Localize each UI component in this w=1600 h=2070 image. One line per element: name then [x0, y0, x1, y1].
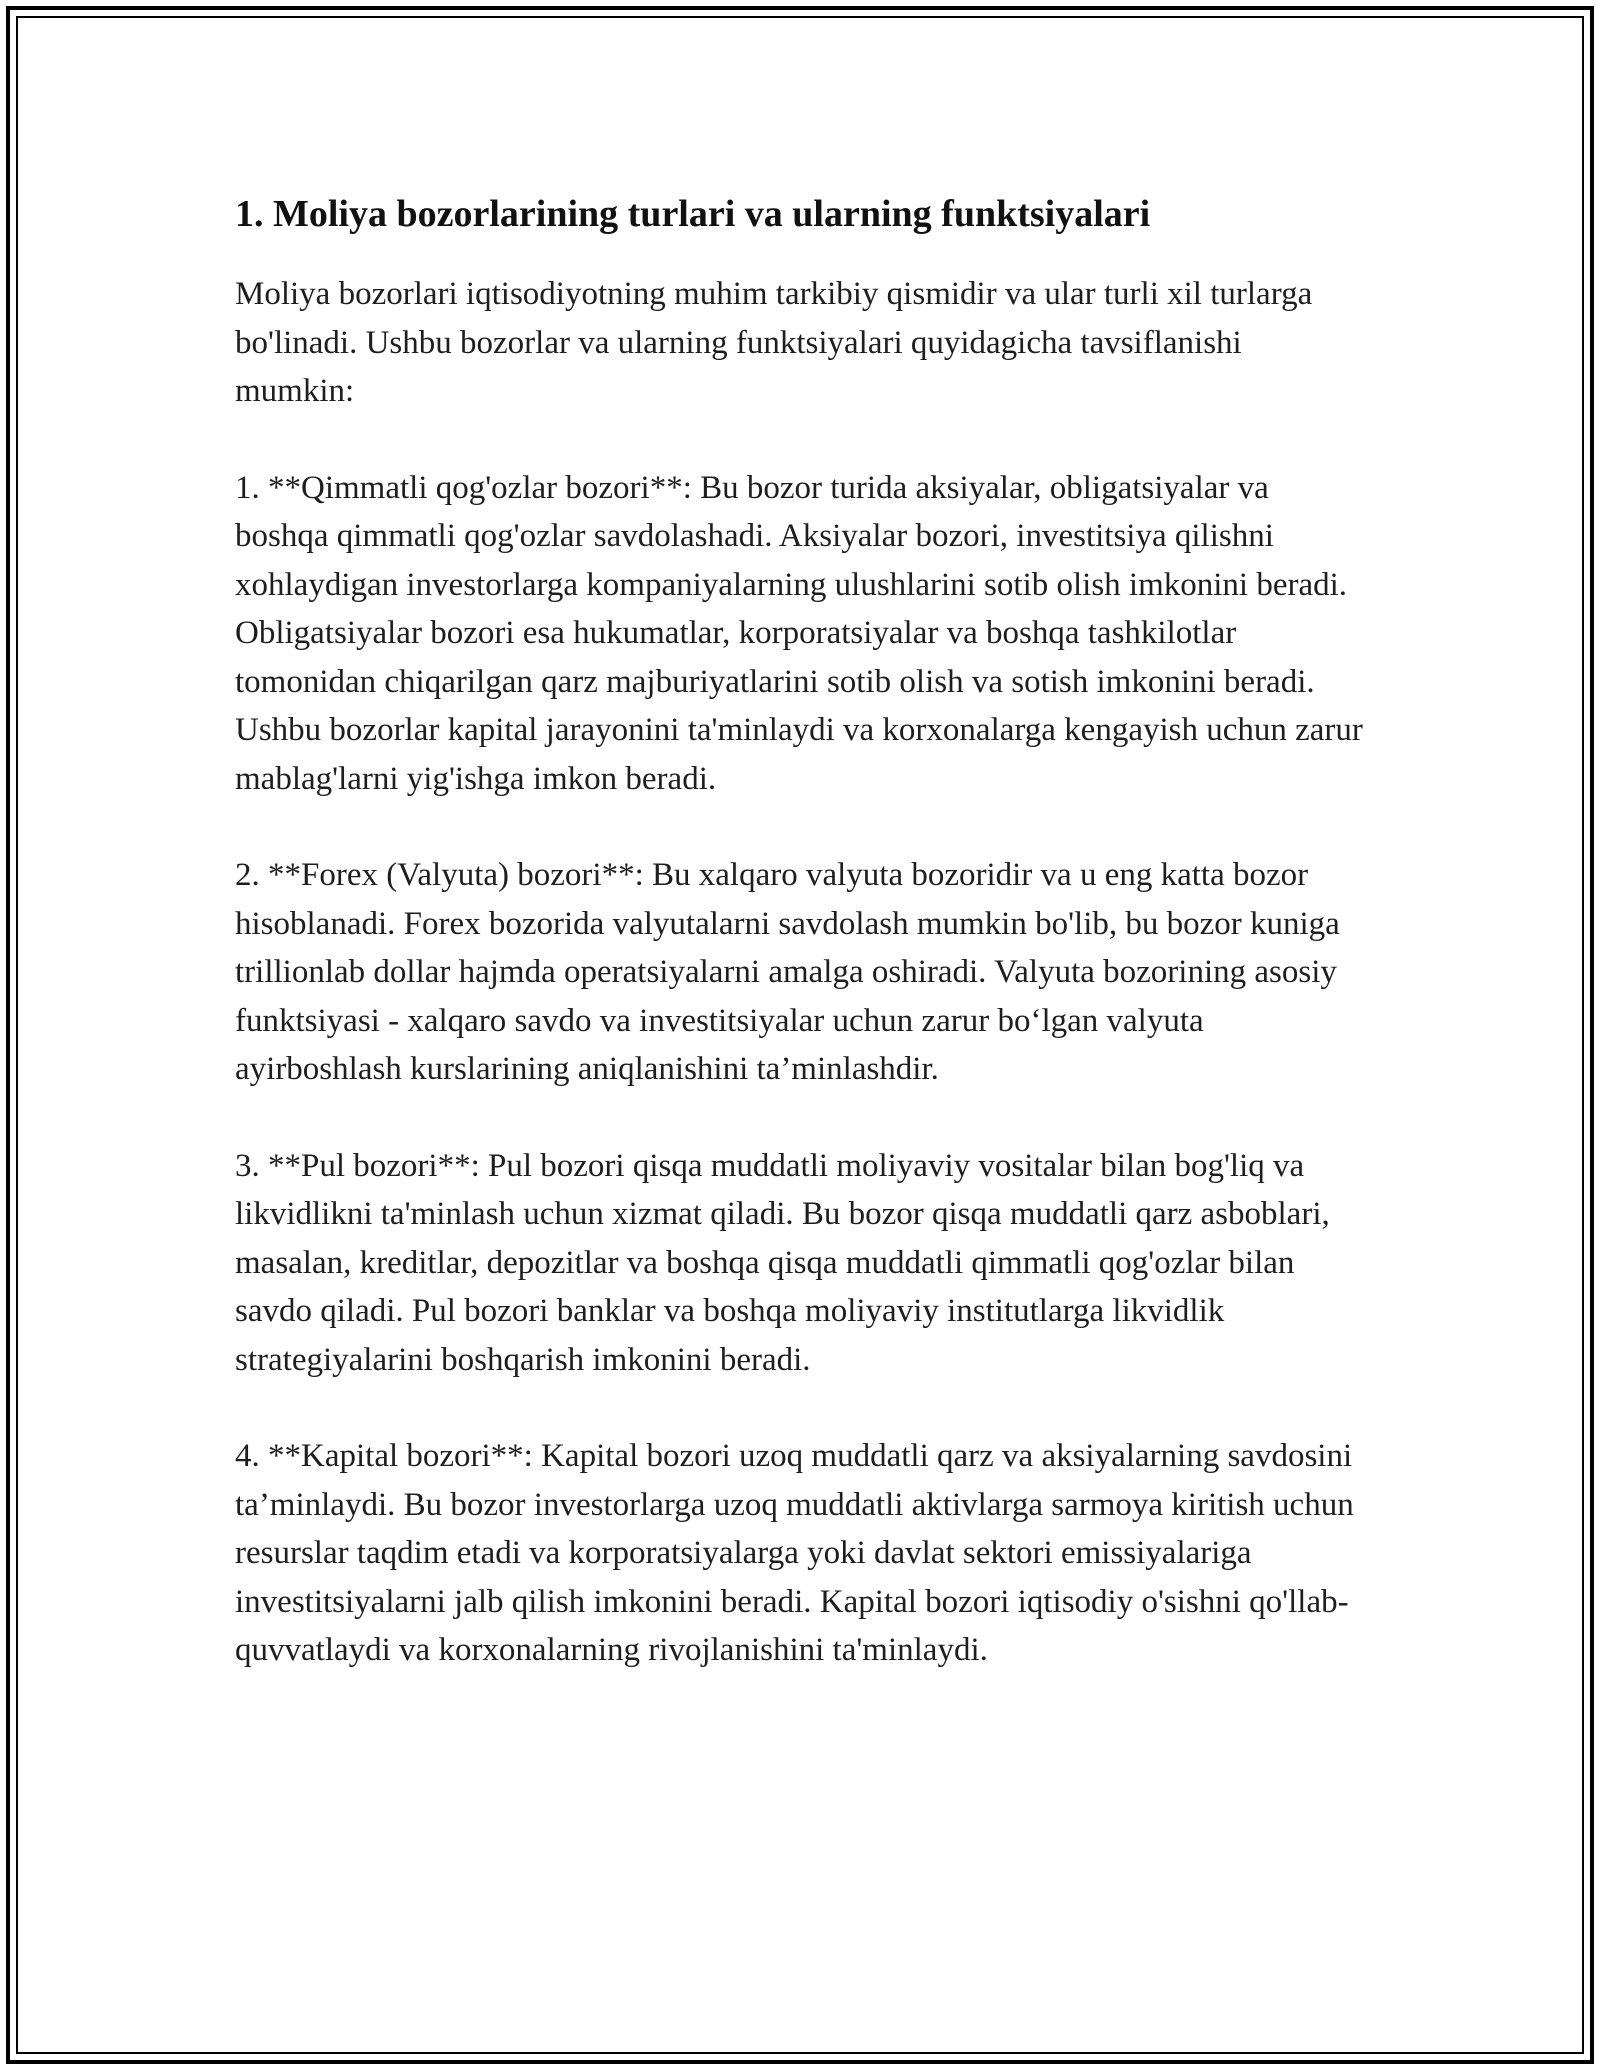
paragraph-capital-market: 4. **Kapital bozori**: Kapital bozori uzoq muddatli qarz va aksiyalarning savdosini ta’minlaydi. Bu bozor investorlarga uzoq muddatli aktivlarga sarmoya kiritish uchun resurslar taqdim etadi va korporatsiyalarga yoki davlat sektori emissiyalariga investitsiyalarni jalb qilish imkonini beradi. Kapital bozori iqtisodiy o'sishni qo'llab-quvvatlaydi va korxonalarning rivojlanishini ta'minlaydi.: [235, 1438, 1354, 1668]
paragraph-securities-market: 1. **Qimmatli qog'ozlar bozori**: Bu bozor turida aksiyalar, obligatsiyalar va boshqa qimmatli qog'ozlar savdolashadi. Aksiyalar bozori, investitsiya qilishni xohlaydigan investorlarga kompaniyalarning ulushlarini sotib olish imkonini beradi. Obligatsiyalar bozori esa hukumatlar, korporatsiyalar va boshqa tashkilotlar tomonidan chiqarilgan qarz majburiyatlarini sotib olish va sotish imkonini beradi. Ushbu bozorlar kapital jarayonini ta'minlaydi va korxonalarga kengayish uchun zarur mablag'larni yig'ishga imkon beradi.: [235, 469, 1363, 797]
paragraph-forex-market: 2. **Forex (Valyuta) bozori**: Bu xalqaro valyuta bozoridir va u eng katta bozor hisoblanadi. Forex bozorida valyutalarni savdolash mumkin bo'lib, bu bozor kuniga trillionlab dollar hajmda operatsiyalarni amalga oshiradi. Valyuta bozorining asosiy funktsiyasi - xalqaro savdo va investitsiyalar uchun zarur bo‘lgan valyuta ayirboshlash kurslarining aniqlanishini ta’minlashdir.: [235, 857, 1340, 1087]
intro-paragraph: Moliya bozorlari iqtisodiyotning muhim tarkibiy qismidir va ular turli xil turlarga bo'linadi. Ushbu bozorlar va ularning funktsiyalari quyidagicha tavsiflanishi mumkin:: [235, 276, 1313, 409]
section-heading: 1. Moliya bozorlarining turlari va ularning funktsiyalari: [235, 193, 1151, 235]
document-body: [235, 188, 1365, 1723]
paragraph-money-market: 3. **Pul bozori**: Pul bozori qisqa muddatli moliyaviy vositalar bilan bog'liq va likvidlikni ta'minlash uchun xizmat qiladi. Bu bozor qisqa muddatli qarz asboblari, masalan, kreditlar, depozitlar va boshqa qisqa muddatli qimmatli qog'ozlar bilan savdo qiladi. Pul bozori banklar va boshqa moliyaviy institutlarga likvidlik strategiyalarini boshqarish imkonini beradi.: [235, 1147, 1330, 1378]
